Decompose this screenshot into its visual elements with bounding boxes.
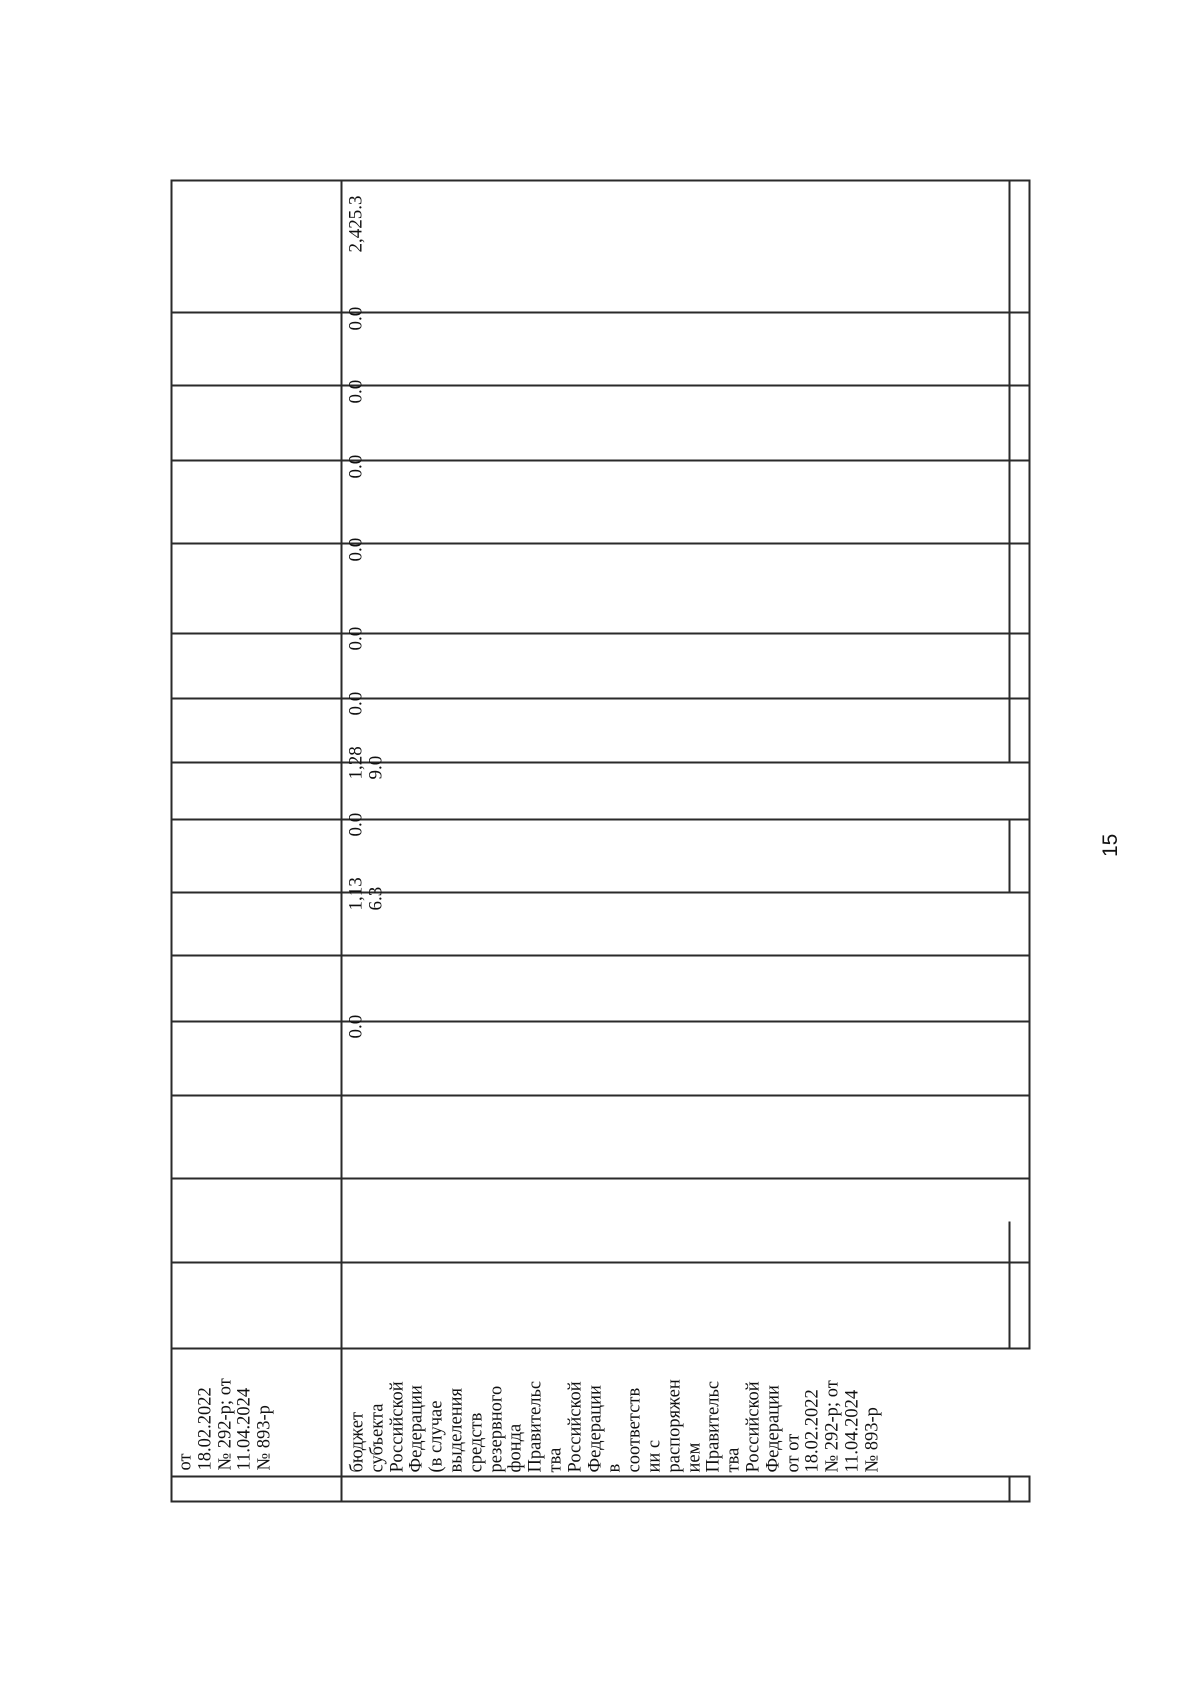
text-line: резервного xyxy=(485,1385,506,1473)
text-line: Российской xyxy=(564,1381,585,1473)
text-line: средств xyxy=(465,1412,486,1473)
row-divider xyxy=(340,180,342,1503)
value-cell: 0.0 xyxy=(345,537,366,562)
text-line: Российской xyxy=(742,1381,763,1473)
column-divider xyxy=(170,1178,1030,1180)
text-line: Правительс xyxy=(525,1380,546,1473)
text-line: № 893-р xyxy=(254,1405,275,1471)
value-cell: 0.0 xyxy=(345,691,366,716)
column-divider xyxy=(170,543,1030,545)
column-divider xyxy=(170,1262,1030,1264)
value-cell: 0.0 xyxy=(345,1014,366,1039)
funding-source-cell xyxy=(348,1379,883,1472)
column-divider xyxy=(170,955,1030,957)
text-line: субъекта xyxy=(366,1403,387,1473)
column-divider xyxy=(170,1095,1030,1097)
table-bottom-border xyxy=(1028,180,1030,1350)
text-line: от xyxy=(175,1453,195,1471)
row-divider-partial xyxy=(1008,180,1010,763)
page-number: 15 xyxy=(1099,833,1122,857)
text-line: фонда xyxy=(505,1423,526,1473)
text-line: Федерации xyxy=(762,1385,783,1473)
text-line: соответств xyxy=(624,1387,645,1473)
column-divider xyxy=(170,460,1030,462)
text-line: 11.04.2024 xyxy=(841,1389,862,1473)
row-divider-partial xyxy=(1008,1478,1010,1503)
column-divider xyxy=(170,1476,1030,1478)
column-divider xyxy=(170,892,1030,894)
value-cell: 0.0 xyxy=(345,454,366,479)
text-line: 11.04.2024 xyxy=(234,1387,255,1471)
text-line: 18.02.2022 xyxy=(194,1387,215,1471)
column-divider xyxy=(170,312,1030,314)
text-line: тва xyxy=(723,1447,744,1473)
text-line: от от xyxy=(782,1433,803,1473)
column-divider xyxy=(170,1021,1030,1023)
value-cell: 0.0 xyxy=(345,626,366,651)
text-line: бюджет xyxy=(347,1411,367,1473)
column-divider xyxy=(170,698,1030,700)
value-cell: 0.0 xyxy=(345,379,366,404)
text-line: распоряжен xyxy=(663,1379,684,1473)
text-line: 18.02.2022 xyxy=(802,1389,823,1473)
text-line: № 292-р; от xyxy=(214,1378,235,1471)
value-cell: 1,28 9.0 xyxy=(345,746,386,780)
value-cell: 2,425.3 xyxy=(345,195,366,253)
text-line: выделения xyxy=(445,1387,466,1473)
text-line: Федерации xyxy=(406,1385,427,1473)
column-divider xyxy=(170,1348,1030,1350)
table-top-border xyxy=(170,180,172,1503)
value-cell: 1,13 6.3 xyxy=(345,877,386,911)
value-cell: 0.0 xyxy=(345,812,366,837)
table-left-border xyxy=(170,1501,1030,1503)
text-line: Правительс xyxy=(703,1380,724,1473)
text-line: (в случае xyxy=(426,1400,447,1473)
legal-reference-cell xyxy=(176,1378,275,1470)
text-line: № 893-р xyxy=(861,1407,882,1473)
row-divider-partial xyxy=(1008,1222,1010,1350)
text-line: № 292-р; от xyxy=(822,1380,843,1473)
row-divider-partial xyxy=(1008,820,1010,894)
table-bottom-border xyxy=(1028,1478,1030,1503)
column-divider xyxy=(170,385,1030,387)
text-line: Федерации xyxy=(584,1385,605,1473)
table-right-border xyxy=(170,180,1030,182)
text-line: в xyxy=(604,1463,625,1473)
text-line: ием xyxy=(683,1442,704,1473)
column-divider xyxy=(170,762,1030,764)
column-divider xyxy=(170,633,1030,635)
text-line: ии с xyxy=(643,1439,664,1473)
column-divider xyxy=(170,819,1030,821)
text-line: Российской xyxy=(386,1381,407,1473)
text-line: тва xyxy=(544,1447,565,1473)
value-cell: 0.0 xyxy=(345,306,366,331)
rotated-table xyxy=(170,180,1030,1503)
